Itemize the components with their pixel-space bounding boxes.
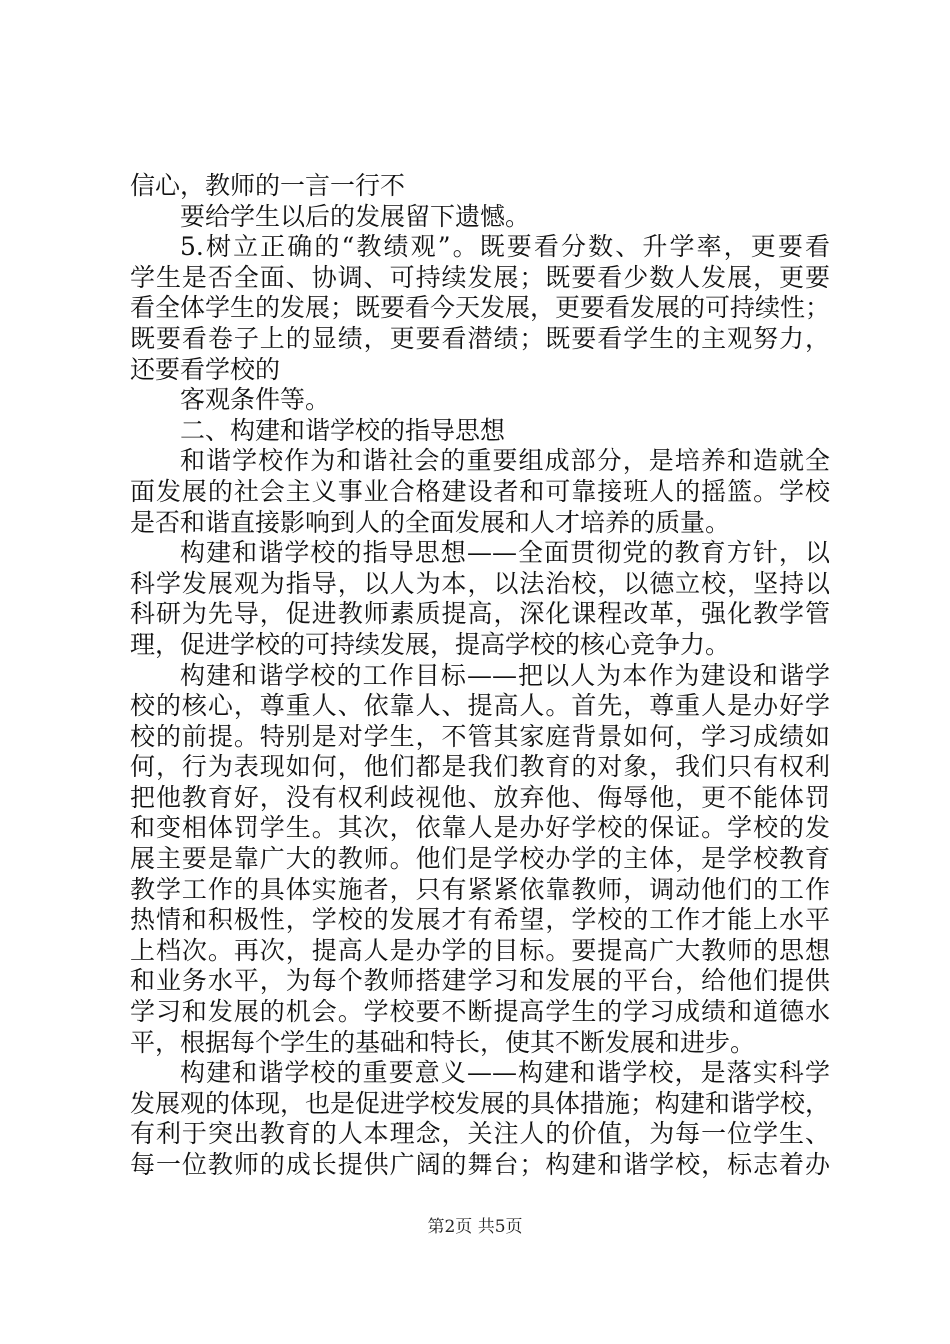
text-line: 和谐学校作为和谐社会的重要组成部分，是培养和造就全 [180,446,830,476]
text-line: 校的前提。特别是对学生，不管其家庭背景如何，学习成绩如 [130,721,830,751]
text-line: 看全体学生的发展；既要看今天发展，更要看发展的可持续性； [130,293,831,323]
text-line: 把他教育好，没有权利歧视他、放弃他、侮辱他，更不能体罚 [130,782,830,812]
text-line: 有利于突出教育的人本理念，关注人的价值，为每一位学生、 [130,1119,830,1149]
page-footer: 第2页 共5页 [427,1217,523,1237]
text-line: 和变相体罚学生。其次，依靠人是办好学校的保证。学校的发 [130,813,830,843]
text-line: 每一位教师的成长提供广阔的舞台；构建和谐学校，标志着办 [130,1150,830,1179]
text-line: 热情和积极性，学校的发展才有希望，学校的工作才能上水平 [130,905,830,935]
text-line: 发展观的体现，也是促进学校发展的具体措施；构建和谐学校， [130,1088,831,1118]
text-line: 展主要是靠广大的教师。他们是学校办学的主体，是学校教育 [130,844,830,874]
text-line: 构建和谐学校的工作目标——把以人为本作为建设和谐学 [180,660,830,690]
text-line: 构建和谐学校的重要意义——构建和谐学校，是落实科学 [180,1058,830,1088]
text-line: 客观条件等。 [180,385,331,415]
text-line: 面发展的社会主义事业合格建设者和可靠接班人的摇篮。学校 [130,476,830,506]
text-line: 既要看卷子上的显绩，更要看潜绩；既要看学生的主观努力， [130,323,830,353]
text-line: 理，促进学校的可持续发展，提高学校的核心竞争力。 [130,629,731,659]
text-line: 要给学生以后的发展留下遗憾。 [180,201,531,231]
text-line: 学生是否全面、协调、可持续发展；既要看少数人发展，更要 [130,262,830,292]
text-line: 何，行为表现如何，他们都是我们教育的对象，我们只有权利 [130,752,830,782]
text-line: 信心，教师的一言一行不 [130,171,406,200]
text-line: 上档次。再次，提高人是办学的目标。要提高广大教师的思想 [130,935,830,965]
text-line: 和业务水平，为每个教师搭建学习和发展的平台，给他们提供 [130,966,830,996]
text-line: 平，根据每个学生的基础和特长，使其不断发展和进步。 [130,1027,756,1057]
text-line: 学习和发展的机会。学校要不断提高学生的学习成绩和道德水 [130,997,830,1027]
text-line: 科学发展观为指导，以人为本，以法治校，以德立校，坚持以 [130,568,830,598]
text-line: 教学工作的具体实施者，只有紧紧依靠教师，调动他们的工作 [130,874,830,904]
text-line: 科研为先导，促进教师素质提高，深化课程改革，强化教学管 [130,599,830,629]
text-line: 还要看学校的 [130,354,281,384]
text-line: 构建和谐学校的指导思想——全面贯彻党的教育方针，以 [180,538,830,568]
text-line: 5.树立正确的“教绩观”。既要看分数、升学率，更要看 [180,232,830,262]
body-text [130,171,830,1181]
text-line: 二、构建和谐学校的指导思想 [180,415,506,445]
text-line: 校的核心，尊重人、依靠人、提高人。首先，尊重人是办好学 [130,691,830,721]
text-line: 是否和谐直接影响到人的全面发展和人才培养的质量。 [130,507,731,537]
